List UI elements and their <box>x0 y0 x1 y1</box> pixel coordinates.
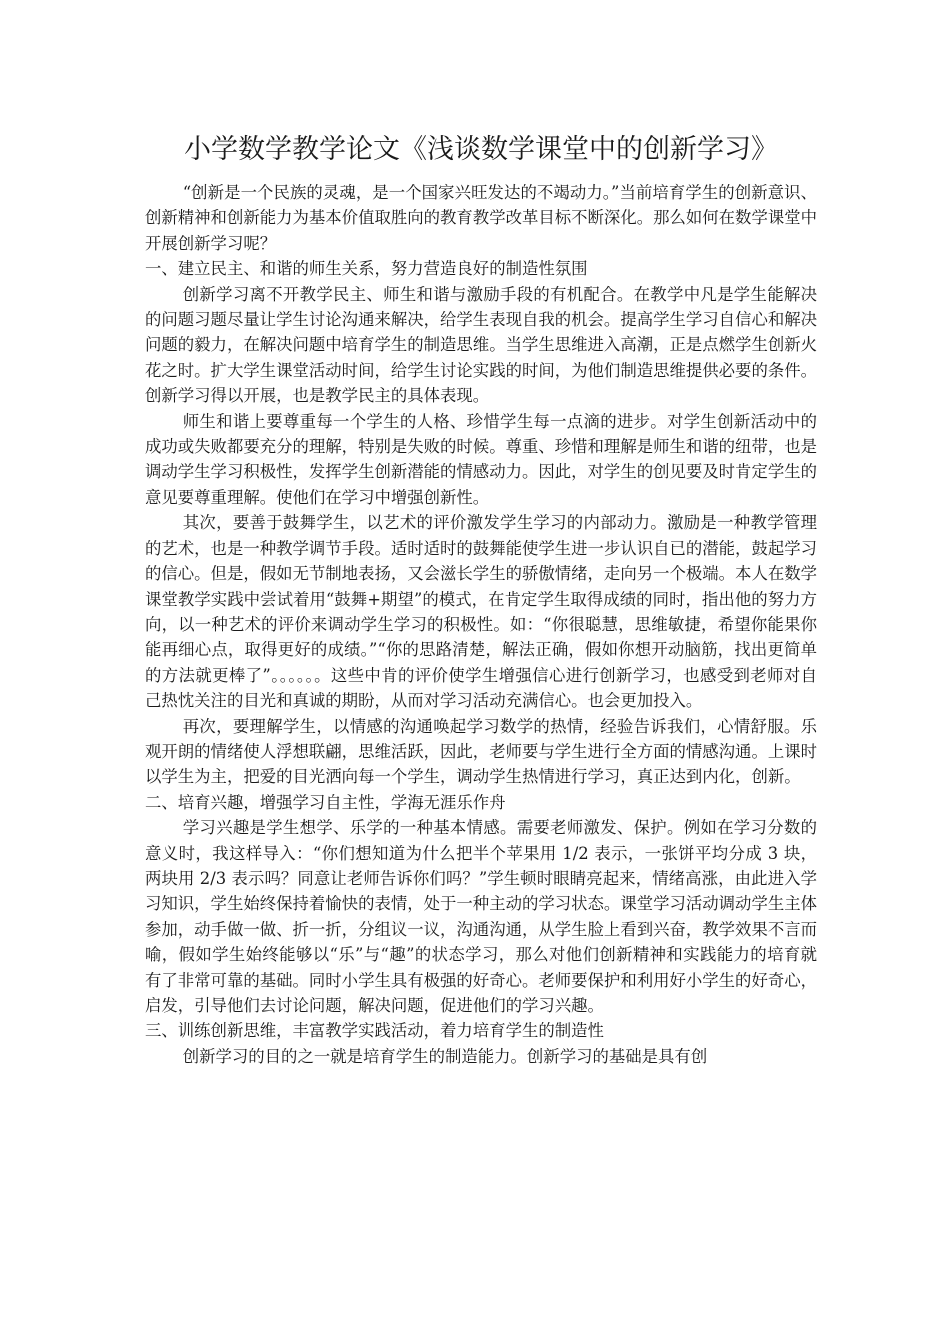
paragraph: 其次，要善于鼓舞学生，以艺术的评价激发学生学习的内部动力。激励是一种教学管理的艺术，也是一种教学调节手段。适时适时的鼓舞能使学生进一步认识自已的潜能，鼓起学习的信心。但是，假如无节制地表扬，又会滋长学生的骄傲情绪，走向另一个极端。本人在数学课堂教学实践中尝试着用“鼓舞+期望”的模式，在肯定学生取得成绩的同时，指出他的努力方向，以一种艺术的评价来调动学生学习的积极性。如：“你很聪慧，思维敏捷，希望你能果你能再细心点，取得更好的成绩。”“你的思路清楚，解法正确，假如你想开动脑筋，找出更简单的方法就更棒了”。。。。。。这些中肯的评价使学生增强信心进行创新学习，也感受到老师对自己热忱关注的目光和真诚的期盼，从而对学习活动充满信心。也会更加投入。 <box>145 513 818 711</box>
section-heading-2: 二、培育兴趣，增强学习自主性，学海无涯乐作舟 <box>145 792 506 812</box>
paragraph: 创新学习的目的之一就是培育学生的制造能力。创新学习的基础是具有创 <box>182 1046 708 1066</box>
document-title: 小学数学教学论文《浅谈数学课堂中的创新学习》 <box>184 134 778 165</box>
section-heading-1: 一、建立民主、和谐的师生关系，努力营造良好的制造性氛围 <box>145 259 588 279</box>
paragraph-intro: “创新是一个民族的灵魂，是一个国家兴旺发达的不竭动力。”当前培育学生的创新意识、创新精神和创新能力为基本价值取胜向的教育教学改革目标不断深化。那么如何在数学课堂中开展创新学习呢？ <box>145 183 818 253</box>
paragraph: 创新学习离不开教学民主、师生和谐与激励手段的有机配合。在教学中凡是学生能解决的问题习题尽量让学生讨论沟通来解决，给学生表现自我的机会。提高学生学习自信心和解决问题的毅力，在解决问题中培育学生的制造思维。当学生思维进入高潮，正是点燃学生创新火花之时。扩大学生课堂活动时间，给学生讨论实践的时间，为他们制造思维提供必要的条件。创新学习得以开展，也是教学民主的具体表现。 <box>145 284 818 406</box>
paragraph: 学习兴趣是学生想学、乐学的一种基本情感。需要老师激发、保护。例如在学习分数的意义时，我这样导入：“你们想知道为什么把半个苹果用 1/2 表示，一张饼平均分成 3 块，两块用 2/3 表示吗？同意让老师告诉你们吗？”学生顿时眼睛亮起来，情绪高涨，由此进入学习知识，学生始终保持着愉快的表情，处于一种主动的学习状态。课堂学习活动调动学生主体参加，动手做一做、折一折，分组议一议，沟通沟通，从学生脸上看到兴奋，教学效果不言而喻，假如学生始终能够以“乐”与“趣”的状态学习，那么对他们创新精神和实践能力的培育就有了非常可靠的基础。同时小学生具有极强的好奇心。老师要保护和利用好小学生的好奇心，启发，引导他们去讨论问题，解决问题，促进他们的学习兴趣。 <box>145 818 818 1015</box>
paragraph: 师生和谐上要尊重每一个学生的人格、珍惜学生每一点滴的进步。对学生创新活动中的成功或失败都要充分的理解，特别是失败的时候。尊重、珍惜和理解是师生和谐的纽带，也是调动学生学习积极性，发挥学生创新潜能的情感动力。因此，对学生的创见要及时肯定学生的意见要尊重理解。使他们在学习中增强创新性。 <box>145 411 818 507</box>
paragraph: 再次，要理解学生，以情感的沟通唤起学习数学的热情，经验告诉我们，心情舒服。乐观开朗的情绪使人浮想联翩，思维活跃，因此，老师要与学生进行全方面的情感沟通。上课时以学生为主，把爱的目光洒向每一个学生，调动学生热情进行学习，真正达到内化，创新。 <box>145 716 818 787</box>
document-body <box>145 180 817 1069</box>
document-page <box>145 130 817 1069</box>
section-heading-3: 三、训练创新思维，丰富教学实践活动，着力培育学生的制造性 <box>145 1021 604 1041</box>
